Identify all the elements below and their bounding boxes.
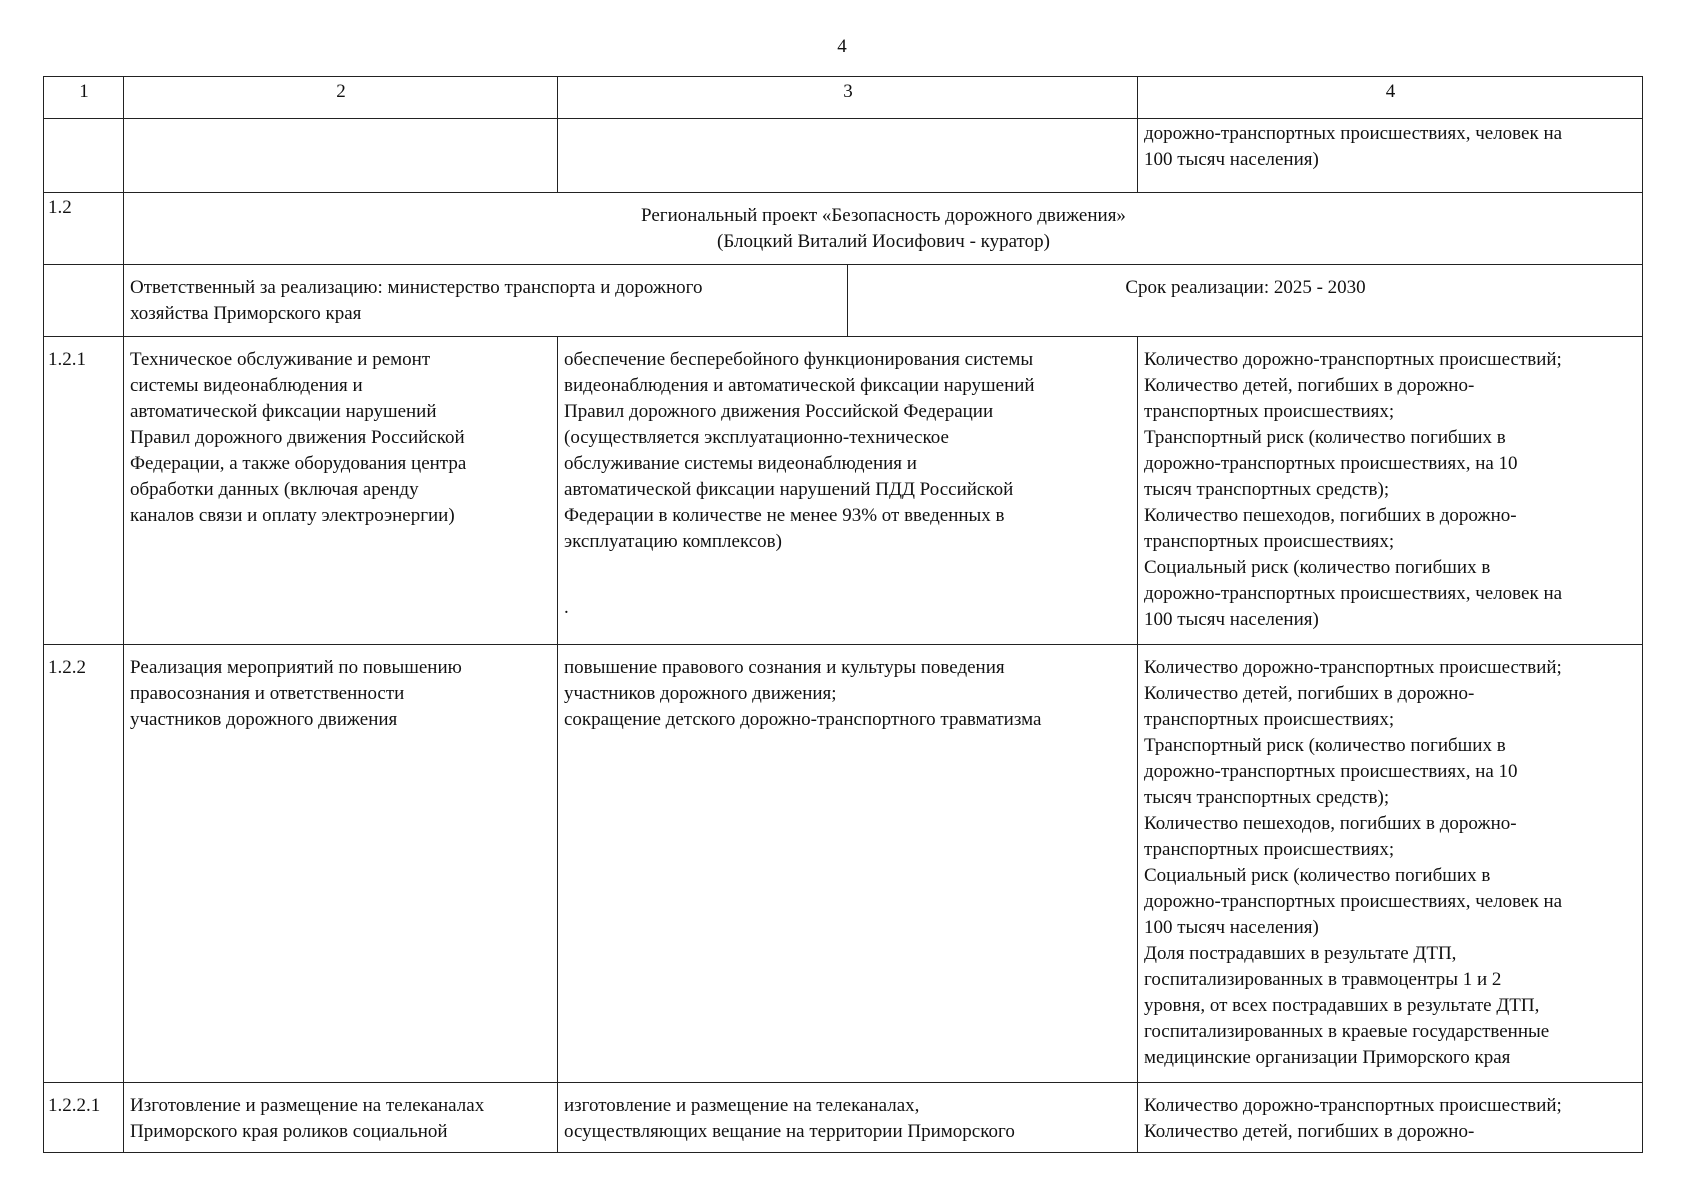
text-line: Транспортный риск (количество погибших в — [1144, 735, 1506, 756]
text-line: хозяйства Приморского края — [130, 303, 362, 324]
text-line: эксплуатацию комплексов) — [564, 531, 782, 552]
continuation-indicators — [1138, 119, 1643, 193]
text-line: дорожно-транспортных происшествиях, человек на — [1144, 583, 1563, 604]
table-row — [44, 1083, 1643, 1153]
text-line: (Блоцкий Виталий Иосифович - куратор) — [717, 231, 1050, 252]
text-line: сокращение детского дорожно-транспортного травматизма — [564, 709, 1042, 730]
text-line: Федерации в количестве не менее 93% от введенных в — [564, 505, 1005, 526]
text-line: транспортных происшествиях; — [1144, 401, 1395, 422]
text-line: госпитализированных в краевые государственные — [1144, 1021, 1550, 1042]
text-line: правосознания и ответственности — [130, 683, 405, 704]
text-line: осуществляющих вещание на территории Приморского — [564, 1121, 1015, 1142]
responsible-party — [124, 265, 848, 337]
table-row — [44, 337, 1643, 645]
text-line: участников дорожного движения — [130, 709, 398, 730]
column-numbers-row — [44, 77, 1643, 119]
indicators — [1138, 645, 1643, 1083]
section-row — [44, 193, 1643, 265]
text-line: медицинские организации Приморского края — [1144, 1047, 1511, 1068]
table-row — [44, 645, 1643, 1083]
text-line: дорожно-транспортных происшествиях, человек на — [1144, 123, 1563, 144]
text-line: транспортных происшествиях; — [1144, 839, 1395, 860]
text-line: (осуществляется эксплуатационно-техническое — [564, 427, 949, 448]
text-line: Ответственный за реализацию: министерство транспорта и дорожного — [130, 277, 703, 298]
text-line: Изготовление и размещение на телеканалах — [130, 1095, 485, 1116]
section-title — [124, 193, 1643, 265]
text-line: тысяч транспортных средств); — [1144, 479, 1390, 500]
text-line: Правил дорожного движения Российской Федерации — [564, 401, 994, 422]
measure-name — [124, 645, 558, 1083]
column-number-2: 2 — [124, 77, 558, 119]
text-line: 100 тысяч населения) — [1144, 149, 1319, 170]
indicators — [1138, 1083, 1643, 1153]
text-line: Количество детей, погибших в дорожно- — [1144, 375, 1475, 396]
text-line: автоматической фиксации нарушений ПДД Российской — [564, 479, 1014, 500]
stray-mark: . — [564, 597, 569, 618]
text-line: Количество дорожно-транспортных происшествий; — [1144, 1095, 1562, 1116]
text-line: обработки данных (включая аренду — [130, 479, 419, 500]
expected-result — [558, 645, 1138, 1083]
indicators — [1138, 337, 1643, 645]
text-line: Количество пешеходов, погибших в дорожно- — [1144, 813, 1517, 834]
text-line: госпитализированных в травмоцентры 1 и 2 — [1144, 969, 1502, 990]
column-number-1: 1 — [44, 77, 124, 119]
section-number: 1.2 — [44, 193, 124, 265]
measures-table — [43, 76, 1643, 1153]
text-line: Количество детей, погибших в дорожно- — [1144, 683, 1475, 704]
row-number: 1.2.1 — [44, 337, 124, 645]
text-line: дорожно-транспортных происшествиях, человек на — [1144, 891, 1563, 912]
text-line: автоматической фиксации нарушений — [130, 401, 437, 422]
text-line: транспортных происшествиях; — [1144, 709, 1395, 730]
text-line: Транспортный риск (количество погибших в — [1144, 427, 1506, 448]
text-line: Региональный проект «Безопасность дорожного движения» — [641, 205, 1126, 226]
text-line: дорожно-транспортных происшествиях, на 10 — [1144, 453, 1518, 474]
column-number-3: 3 — [558, 77, 1138, 119]
text-line: Реализация мероприятий по повышению — [130, 657, 462, 678]
text-line: обеспечение бесперебойного функционирования системы — [564, 349, 1034, 370]
text-line: Количество дорожно-транспортных происшествий; — [1144, 349, 1562, 370]
text-line: Федерации, а также оборудования центра — [130, 453, 467, 474]
text-line: повышение правового сознания и культуры поведения — [564, 657, 1005, 678]
text-line: изготовление и размещение на телеканалах, — [564, 1095, 920, 1116]
row-number: 1.2.2.1 — [44, 1083, 124, 1153]
responsibility-row — [44, 265, 1643, 337]
column-number-4: 4 — [1138, 77, 1643, 119]
text-line: Количество пешеходов, погибших в дорожно- — [1144, 505, 1517, 526]
text-line: Количество дорожно-транспортных происшествий; — [1144, 657, 1562, 678]
text-line: Социальный риск (количество погибших в — [1144, 557, 1491, 578]
text-line: Правил дорожного движения Российской — [130, 427, 465, 448]
text-line: Техническое обслуживание и ремонт — [130, 349, 431, 370]
text-line: Доля пострадавших в результате ДТП, — [1144, 943, 1457, 964]
text-line: транспортных происшествиях; — [1144, 531, 1395, 552]
expected-result — [558, 1083, 1138, 1153]
text-line: 100 тысяч населения) — [1144, 609, 1319, 630]
text-line: уровня, от всех пострадавших в результате ДТП, — [1144, 995, 1540, 1016]
text-line: 100 тысяч населения) — [1144, 917, 1319, 938]
text-line: каналов связи и оплату электроэнергии) — [130, 505, 455, 526]
text-line: Социальный риск (количество погибших в — [1144, 865, 1491, 886]
text-line: Приморского края роликов социальной — [130, 1121, 448, 1142]
measure-name — [124, 337, 558, 645]
implementation-term: Срок реализации: 2025 - 2030 — [848, 265, 1643, 337]
page-number: 4 — [837, 36, 847, 57]
text-line: системы видеонаблюдения и — [130, 375, 363, 396]
text-line: Количество детей, погибших в дорожно- — [1144, 1121, 1475, 1142]
continuation-row — [44, 119, 1643, 193]
text-line: дорожно-транспортных происшествиях, на 10 — [1144, 761, 1518, 782]
row-number: 1.2.2 — [44, 645, 124, 1083]
measure-name — [124, 1083, 558, 1153]
text-line: тысяч транспортных средств); — [1144, 787, 1390, 808]
text-line: видеонаблюдения и автоматической фиксации нарушений — [564, 375, 1035, 396]
expected-result — [558, 337, 1138, 645]
text-line: обслуживание системы видеонаблюдения и — [564, 453, 917, 474]
text-line: участников дорожного движения; — [564, 683, 837, 704]
